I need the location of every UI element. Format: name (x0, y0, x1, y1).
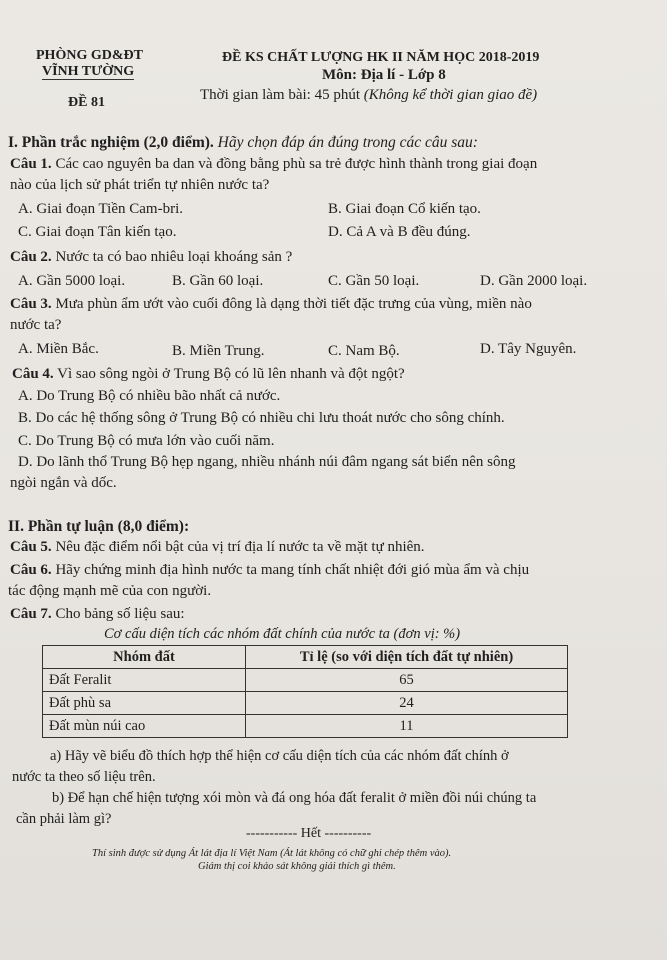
table-caption: Cơ cấu diện tích các nhóm đất chính của nước ta (đơn vị: %) (104, 626, 461, 642)
q7a-line1: a) Hãy vẽ biểu đồ thích hợp thể hiện cơ cấu diện tích của các nhóm đất chính ở (50, 748, 509, 764)
q2-option-b: B. Gần 60 loại. (172, 273, 264, 289)
q3-text: Mưa phùn ẩm ướt vào cuối đông là dạng thời tiết đặc trưng của vùng, miền nào (51, 296, 532, 312)
q7b-line1: b) Để hạn chế hiện tượng xói mòn và đá ong hóa đất feralit ở miền đồi núi chúng ta (52, 790, 537, 806)
table-row (43, 715, 568, 738)
footer-note-2: Giám thị coi khảo sát không giải thích gì thêm. (198, 861, 396, 872)
exam-time-note: (Không kể thời gian giao đề) (363, 87, 538, 103)
q1-line1 (10, 156, 537, 173)
q4-text: Vì sao sông ngòi ở Trung Bộ có lũ lên nhanh và đột ngột? (53, 366, 405, 382)
table-row (43, 669, 568, 692)
q6-line1 (10, 562, 529, 579)
q1-label: Câu 1. (10, 156, 52, 172)
exam-subject: Môn: Địa lí - Lớp 8 (322, 67, 446, 83)
table-cell-value: 11 (246, 715, 568, 738)
q7-label: Câu 7. (10, 606, 52, 622)
soil-table (42, 645, 568, 738)
q4-option-d-cont: ngòi ngắn và dốc. (10, 475, 117, 491)
q7b-line2: cần phải làm gì? (16, 811, 112, 827)
end-marker (246, 826, 371, 842)
q2-line1 (10, 249, 292, 266)
footer-note-1: Thí sinh được sử dụng Át lát địa lí Việt Nam (Át lát không có chữ ghi chép thêm vào). (92, 848, 452, 859)
table-cell-value: 65 (246, 669, 568, 692)
exam-code: ĐỀ 81 (68, 95, 105, 110)
part1-instruction: Hãy chọn đáp án đúng trong các câu sau: (217, 134, 478, 151)
org-line-1: PHÒNG GD&ĐT (36, 48, 143, 63)
q2-option-a: A. Gần 5000 loại. (18, 273, 126, 289)
q3-option-d: D. Tây Nguyên. (480, 341, 577, 357)
q3-option-c: C. Nam Bộ. (328, 343, 400, 359)
part1-heading (8, 134, 478, 152)
q2-text: Nước ta có bao nhiêu loại khoáng sản ? (51, 249, 293, 265)
q6-text: Hãy chứng minh địa hình nước ta mang tính chất nhiệt đới gió mùa ẩm và chịu (51, 562, 530, 578)
q5-line (10, 539, 425, 556)
q2-label: Câu 2. (10, 249, 52, 265)
table-cell-group: Đất mùn núi cao (43, 715, 246, 738)
org-line-2: VĨNH TƯỜNG (42, 64, 135, 79)
q4-option-d: D. Do lãnh thổ Trung Bộ hẹp ngang, nhiều nhánh núi đâm ngang sát biển nên sông (18, 454, 516, 470)
q4-label: Câu 4. (12, 366, 54, 382)
dash-left: ----------- (246, 826, 301, 841)
part2-title: II. Phần tự luận (8,0 điểm): (8, 518, 190, 535)
q6-line2: tác động mạnh mẽ của con người. (8, 583, 212, 599)
exam-title: ĐỀ KS CHẤT LƯỢNG HK II NĂM HỌC 2018-2019 (222, 50, 540, 65)
end-text: Hết (300, 826, 322, 841)
q1-option-d: D. Cả A và B đều đúng. (328, 224, 471, 240)
q1-option-b: B. Giai đoạn Cổ kiến tạo. (328, 201, 481, 217)
q6-label: Câu 6. (10, 562, 52, 578)
q3-option-b: B. Miền Trung. (172, 343, 265, 359)
q7a-line2: nước ta theo số liệu trên. (12, 769, 156, 785)
q4-option-c: C. Do Trung Bộ có mưa lớn vào cuối năm. (18, 433, 275, 449)
q3-line2: nước ta? (10, 317, 62, 333)
table-header-row (43, 646, 568, 669)
part1-title: I. Phần trắc nghiệm (2,0 điểm). (8, 134, 218, 151)
q3-label: Câu 3. (10, 296, 52, 312)
q4-option-a: A. Do Trung Bộ có nhiều bão nhất cả nước. (18, 388, 281, 404)
q7-text: Cho bảng số liệu sau: (51, 606, 185, 622)
q2-option-d: D. Gần 2000 loại. (480, 273, 588, 289)
table-header-ratio: Tỉ lệ (so với diện tích đất tự nhiên) (246, 646, 568, 669)
q7-line (10, 606, 185, 623)
table-cell-group: Đất Feralit (43, 669, 246, 692)
q5-text: Nêu đặc điểm nổi bật của vị trí địa lí nước ta về mặt tự nhiên. (51, 539, 425, 555)
q1-option-c: C. Giai đoạn Tân kiến tạo. (18, 224, 177, 240)
table-cell-value: 24 (246, 692, 568, 715)
q1-option-a: A. Giai đoạn Tiền Cam-bri. (18, 201, 183, 217)
table-cell-group: Đất phù sa (43, 692, 246, 715)
exam-time-main: Thời gian làm bài: 45 phút (200, 87, 364, 103)
q2-option-c: C. Gần 50 loại. (328, 273, 420, 289)
table-header-group: Nhóm đất (43, 646, 246, 669)
q5-label: Câu 5. (10, 539, 52, 555)
q4-line1 (12, 366, 405, 383)
q3-line1 (10, 296, 532, 313)
q1-line2: nào của lịch sử phát triển tự nhiên nước ta? (10, 177, 270, 193)
q3-option-a: A. Miền Bắc. (18, 341, 99, 357)
q4-option-b: B. Do các hệ thống sông ở Trung Bộ có nhiều chi lưu thoát nước cho sông chính. (18, 410, 505, 426)
exam-time (200, 87, 537, 104)
q1-text: Các cao nguyên ba dan và đồng bằng phù sa trẻ được hình thành trong giai đoạn (51, 156, 538, 172)
dash-right: ---------- (321, 826, 372, 841)
table-row (43, 692, 568, 715)
